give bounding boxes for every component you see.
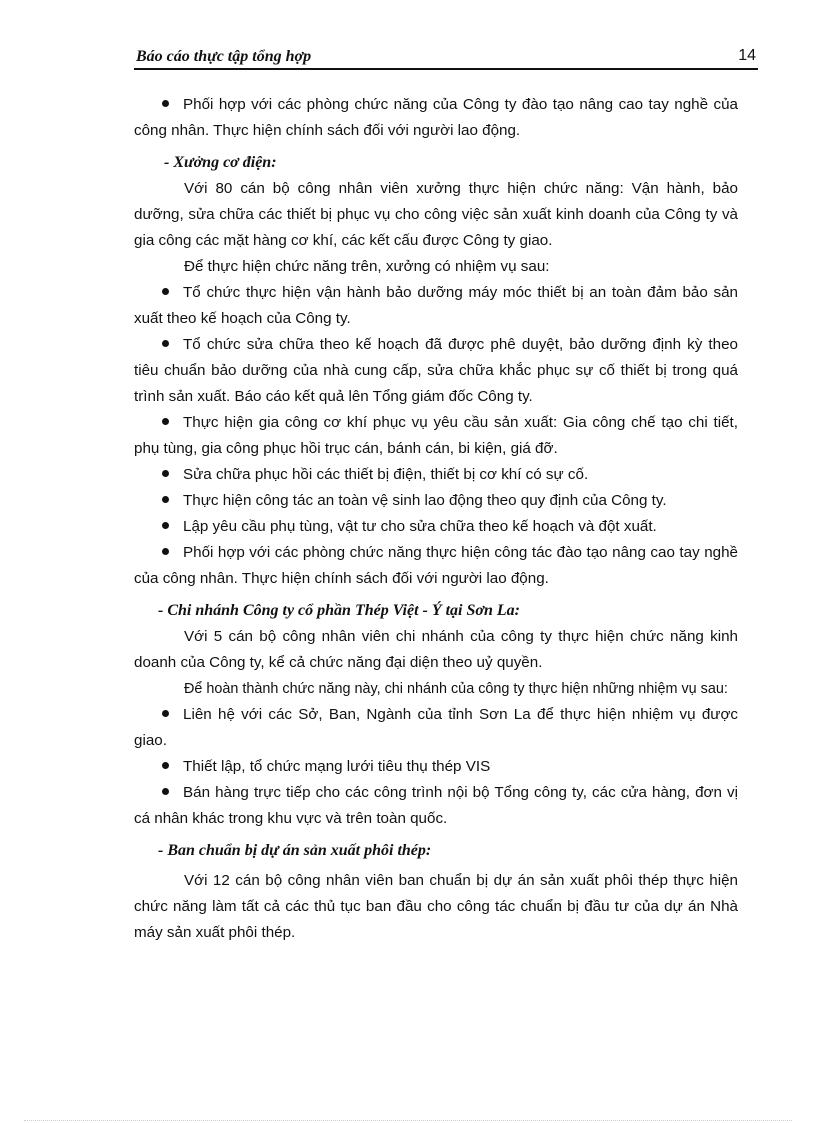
bullet-icon — [162, 418, 169, 425]
paragraph: Với 5 cán bộ công nhân viên chi nhánh của công ty thực hiện chức năng kinh doanh của Công ty, kể cả chức năng đại diện theo uỷ quyền. — [134, 628, 738, 671]
bullet-text: Phối hợp với các phòng chức năng của Công ty đào tạo nâng cao tay nghề của công nhân. Thực hiện chính sách đối với người lao động. — [134, 96, 738, 139]
bullet-icon — [162, 548, 169, 555]
page-bottom-border — [24, 1120, 792, 1121]
bullet-item — [134, 754, 738, 780]
page-number: 14 — [738, 47, 756, 64]
bullet-icon — [162, 470, 169, 477]
bullet-item — [134, 410, 738, 462]
bullet-text: Lập yêu cầu phụ tùng, vật tư cho sửa chữa theo kế hoạch và đột xuất. — [183, 518, 657, 535]
bullet-text: Tổ chức sửa chữa theo kế hoạch đã được phê duyệt, bảo dưỡng định kỳ theo tiêu chuẩn bảo dưỡng của nhà cung cấp, sửa chữa khắc phục sự cố thiết bị trong quá trình sản xuất. Báo cáo kết quả lên Tổng giám đốc Công ty. — [134, 336, 738, 405]
bullet-item — [134, 332, 738, 410]
paragraph: Với 12 cán bộ công nhân viên ban chuẩn bị dự án sản xuất phôi thép thực hiện chức năng làm tất cả các thủ tục ban đầu cho công tác chuẩn bị đầu tư của dự án Nhà máy sản xuất phôi thép. — [134, 872, 738, 941]
bullet-icon — [162, 710, 169, 717]
bullet-icon — [162, 340, 169, 347]
section-heading-workshop: - Xưởng cơ điện: — [164, 154, 277, 171]
bullet-text: Thiết lập, tổ chức mạng lưới tiêu thụ thép VIS — [183, 758, 491, 775]
bullet-icon — [162, 762, 169, 769]
bullet-icon — [162, 496, 169, 503]
bullet-text: Bán hàng trực tiếp cho các công trình nội bộ Tổng công ty, các cửa hàng, đơn vị cá nhân khác trong khu vực và trên toàn quốc. — [134, 784, 738, 827]
bullet-text: Sửa chữa phục hồi các thiết bị điện, thiết bị cơ khí có sự cố. — [183, 466, 589, 483]
paragraph: Để hoàn thành chức năng này, chi nhánh của công ty thực hiện những nhiệm vụ sau: — [184, 681, 728, 697]
header-title: Báo cáo thực tập tổng hợp — [136, 48, 312, 65]
bullet-icon — [162, 100, 169, 107]
bullet-item — [134, 92, 738, 144]
bullet-text: Tổ chức thực hiện vận hành bảo dưỡng máy móc thiết bị an toàn đảm bảo sản xuất theo kế hoạch của Công ty. — [134, 284, 738, 327]
paragraph: Để thực hiện chức năng trên, xưởng có nhiệm vụ sau: — [184, 258, 550, 275]
bullet-item — [134, 488, 738, 514]
bullet-icon — [162, 288, 169, 295]
bullet-text: Phối hợp với các phòng chức năng thực hiện công tác đào tạo nâng cao tay nghề của công nhân. Thực hiện chính sách đối với người lao động. — [134, 544, 738, 587]
bullet-item — [134, 780, 738, 832]
bullet-item — [134, 280, 738, 332]
bullet-icon — [162, 788, 169, 795]
section-heading-project: - Ban chuẩn bị dự án sản xuất phôi thép: — [158, 842, 432, 859]
page-header — [134, 44, 758, 70]
document-body — [134, 92, 738, 946]
bullet-icon — [162, 522, 169, 529]
bullet-item — [134, 514, 738, 540]
bullet-item — [134, 540, 738, 592]
bullet-text: Liên hệ với các Sở, Ban, Ngành của tỉnh Sơn La để thực hiện nhiệm vụ được giao. — [134, 706, 738, 749]
bullet-item — [134, 702, 738, 754]
bullet-item — [134, 462, 738, 488]
paragraph: Với 80 cán bộ công nhân viên xưởng thực hiện chức năng: Vận hành, bảo dưỡng, sửa chữa các thiết bị phục vụ cho công việc sản xuất kinh doanh của Công ty và gia công các mặt hàng cơ khí, các kết cấu được Công ty giao. — [134, 180, 738, 249]
section-heading-branch: - Chi nhánh Công ty cổ phần Thép Việt - Ý tại Sơn La: — [158, 602, 520, 619]
bullet-text: Thực hiện gia công cơ khí phục vụ yêu cầu sản xuất: Gia công chế tạo chi tiết, phụ tùng, gia công phục hồi trục cán, bánh cán, bi kiện, giá đỡ. — [134, 414, 738, 457]
bullet-text: Thực hiện công tác an toàn vệ sinh lao động theo quy định của Công ty. — [183, 492, 667, 509]
